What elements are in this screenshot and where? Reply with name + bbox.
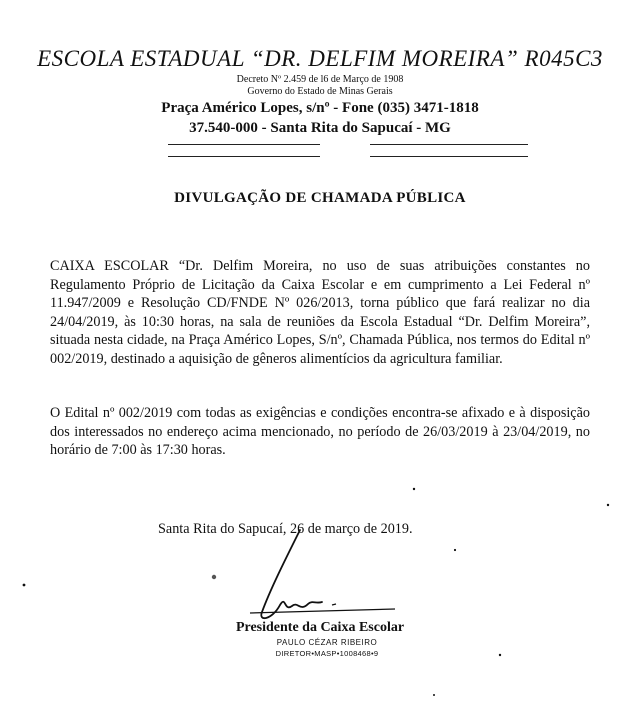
document-title: DIVULGAÇÃO DE CHAMADA PÚBLICA	[174, 190, 466, 206]
address-line-1: Praça Américo Lopes, s/nº - Fone (035) 3471-1818	[161, 100, 479, 116]
decree-line: Decreto Nº 2.459 de l6 de Março de 1908	[236, 74, 404, 85]
address-line-2: 37.540-000 - Santa Rita do Sapucaí - MG	[189, 120, 451, 136]
school-name: ESCOLA ESTADUAL “DR. DELFIM MOREIRA” R045C3	[37, 46, 603, 71]
body-paragraph-2: O Edital nº 002/2019 com todas as exigências e condições encontra-se afixado e à disposição dos interessados no endereço acima mencionado, no período de 26/03/2019 à 23/04/2019, no horário de 7:00 às 17:30 horas.	[50, 405, 590, 459]
signer-role: Presidente da Caixa Escolar	[235, 620, 405, 635]
stamp-name: PAULO CÉZAR RIBEIRO	[276, 638, 378, 647]
body-paragraph-1: CAIXA ESCOLAR “Dr. Delfim Moreira, no uso de suas atribuições constantes no Regulamento Próprio de Licitação da Caixa Escolar e em cumprimento a Lei Federal nº 11.947/2009 e Resolução CD/FNDE Nº 026/2013, torna público que fará realizar no dia 24/04/2019, às 10:30 horas, na sala de reuniões da Escola Estadual “Dr. Delfim Moreira”, situada nesta cidade, na Praça Américo Lopes, S/nº, Chamada Pública, nos termos do Edital nº 002/2019, destinado a aquisição de gêneros alimentícios da agricultura familiar.	[50, 258, 590, 367]
stamp-id: DIRETOR•MASP•1008468•9	[275, 649, 379, 658]
government-line: Governo do Estado de Minas Gerais	[247, 86, 393, 97]
place-and-date: Santa Rita do Sapucaí, 26 de março de 2019.	[158, 521, 413, 537]
